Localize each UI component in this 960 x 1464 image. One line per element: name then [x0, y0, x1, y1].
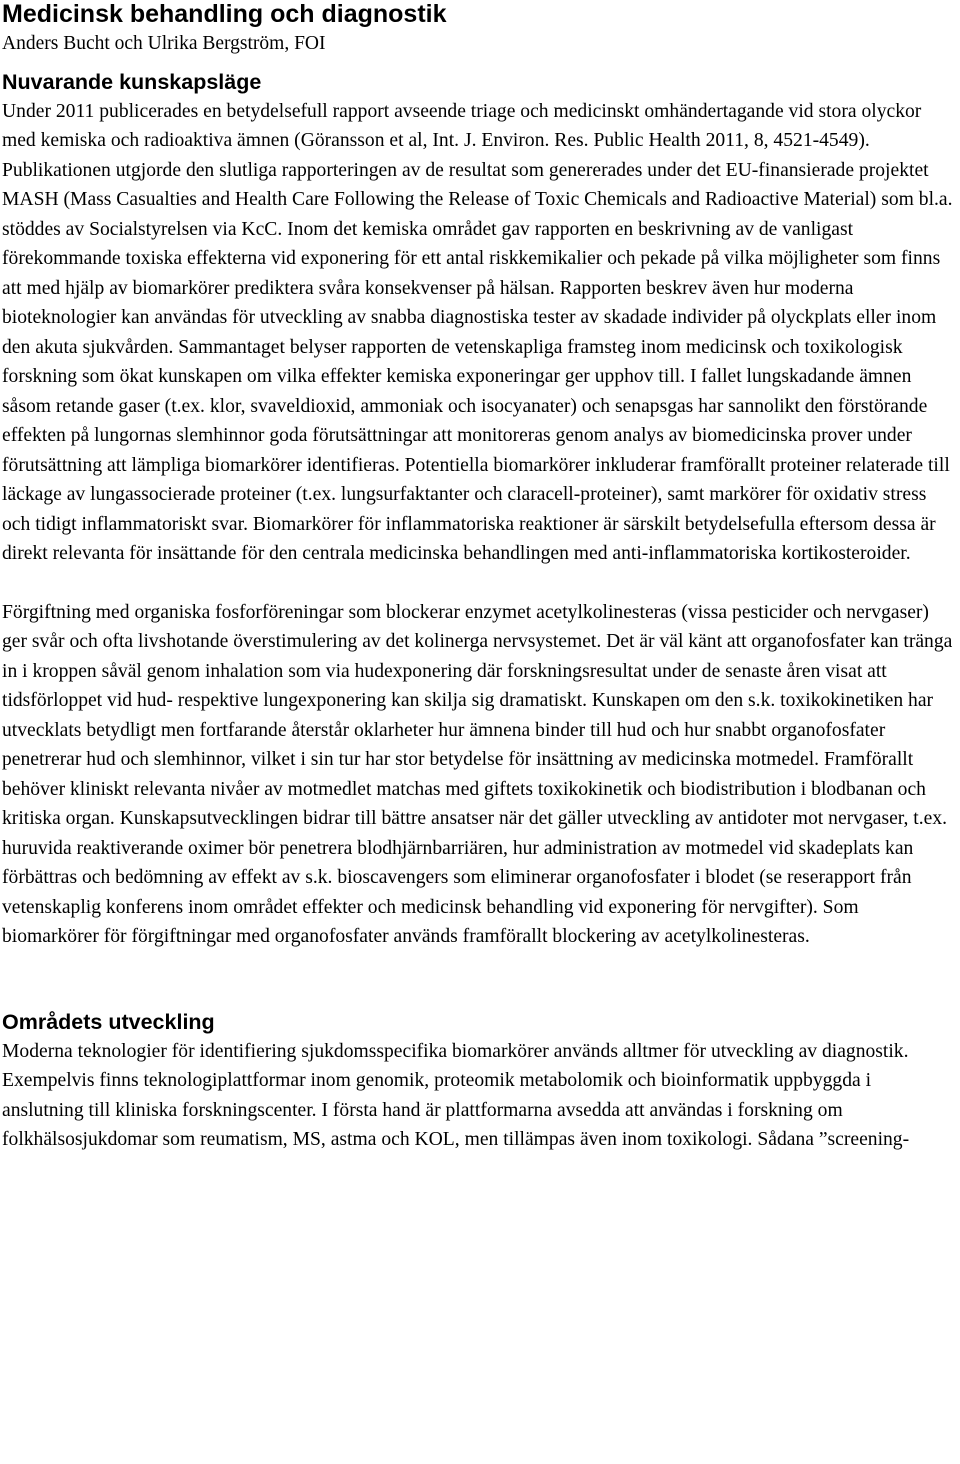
section-spacer: [2, 952, 956, 1008]
section-heading-current-knowledge: Nuvarande kunskapsläge: [2, 69, 262, 94]
paragraph: Förgiftning med organiska fosforföreningar som blockerar enzymet acetylkolinesteras (vissa pesticider och nervgaser) ger svår och ofta livshotande överstimulering av det kolinerga nervsystemet. Det är väl känt att organofosfater kan tränga in i kroppen såväl genom inhalation som via hudexponering där forskningsresultat under de senaste åren visat att tidsförloppet vid hud- respektive lungexponering kan skilja sig dramatiskt. Kunskapen om den s.k. toxikokinetiken har utvecklats betydligt men fortfarande återstår oklarheter hur ämnena binder till hud och hur snabbt organofosfater penetrerar hud och slemhinnor, vilket i sin tur har stor betydelse för insättning av medicinska motmedel. Framförallt behöver kliniskt relevanta nivåer av motmedlet matchas med giftets toxikokinetik och biodistribution i blodbanan och kritiska organ. Kunskapsutvecklingen bidrar till bättre ansatser när det gäller utveckling av antidoter mot nervgaser, t.ex. huruvida reaktiverande oximer bör penetrera blodhjärnbarriären, hur administration av motmedel vid skadeplats kan förbättras och bedömning av effekt av s.k. bioscavengers som eliminerar organofosfater i blodet (se reserapport från vetenskaplig konferens inom området effekter och medicinsk behandling vid exponering för nervgifter). Som biomarkörer för förgiftningar med organofosfater används framförallt blockering av acetylkolinesteras.: [2, 601, 953, 947]
document-title: Medicinsk behandling och diagnostik: [2, 0, 447, 28]
paragraph-spacer: [2, 569, 956, 598]
author-line: Anders Bucht och Ulrika Bergström, FOI: [2, 33, 326, 54]
section-heading-field-development: Områdets utveckling: [2, 1009, 215, 1034]
paragraph: Under 2011 publicerades en betydelsefull rapport avseende triage och medicinskt omhändertagande vid stora olyckor med kemiska och radioaktiva ämnen (Göransson et al, Int. J. Environ. Res. Public Health 2011, 8, 4521-4549). Publikationen utgjorde den slutliga rapporteringen av de resultat som genererades under det EU-finansierade projektet MASH (Mass Casualties and Health Care Following the Release of Toxic Chemicals and Radioactive Material) som bl.a. stöddes av Socialstyrelsen via KcC. Inom det kemiska området gav rapporten en beskrivning av de vanligast förekommande toxiska effekterna vid exponering för ett antal riskkemikalier och pekade på vilka möjligheter som finns att med hjälp av biomarkörer prediktera svåra konsekvenser på hälsan. Rapporten beskrev även hur moderna bioteknologier kan användas för utveckling av snabba diagnostiska tester av skadade individer på olyckplats eller inom den akuta sjukvården. Sammantaget belyser rapporten de vetenskapliga framsteg inom medicinsk och toxikologisk forskning som ökat kunskapen om vilka effekter kemiska exponeringar ger upphov till. I fallet lungskadande ämnen såsom retande gaser (t.ex. klor, svaveldioxid, ammoniak och isocyanater) och senapsgas har sannolikt den förstörande effekten på lungornas slemhinnor goda förutsättningar att monitoreras genom analys av biomedicinska prover under förutsättning att lämpliga biomarkörer identifieras. Potentiella biomarkörer inkluderar framförallt proteiner relaterade till läckage av lungassocierade proteiner (t.ex. lungsurfaktanter och claracell-proteiner), samt markörer för oxidativ stress och tidigt inflammatoriskt svar. Biomarkörer för inflammatoriska reaktioner är särskilt betydelsefulla eftersom dessa är direkt relevanta för insättande för den centrala medicinska behandlingen med anti-inflammatoriska kortikosteroider.: [2, 100, 953, 564]
document-page: [2, 0, 956, 1155]
paragraph: Moderna teknologier för identifiering sjukdomsspecifika biomarkörer används alltmer för utveckling av diagnostik. Exempelvis finns teknologiplattformar inom genomik, proteomik metabolomik och bioinformatik uppbyggda i anslutning till kliniska forskningscenter. I första hand är plattformarna avsedda att användas i forskning om folkhälsosjukdomar som reumatism, MS, astma och KOL, men tillämpas även inom toxikologi. Sådana ”screening-: [2, 1040, 910, 1150]
